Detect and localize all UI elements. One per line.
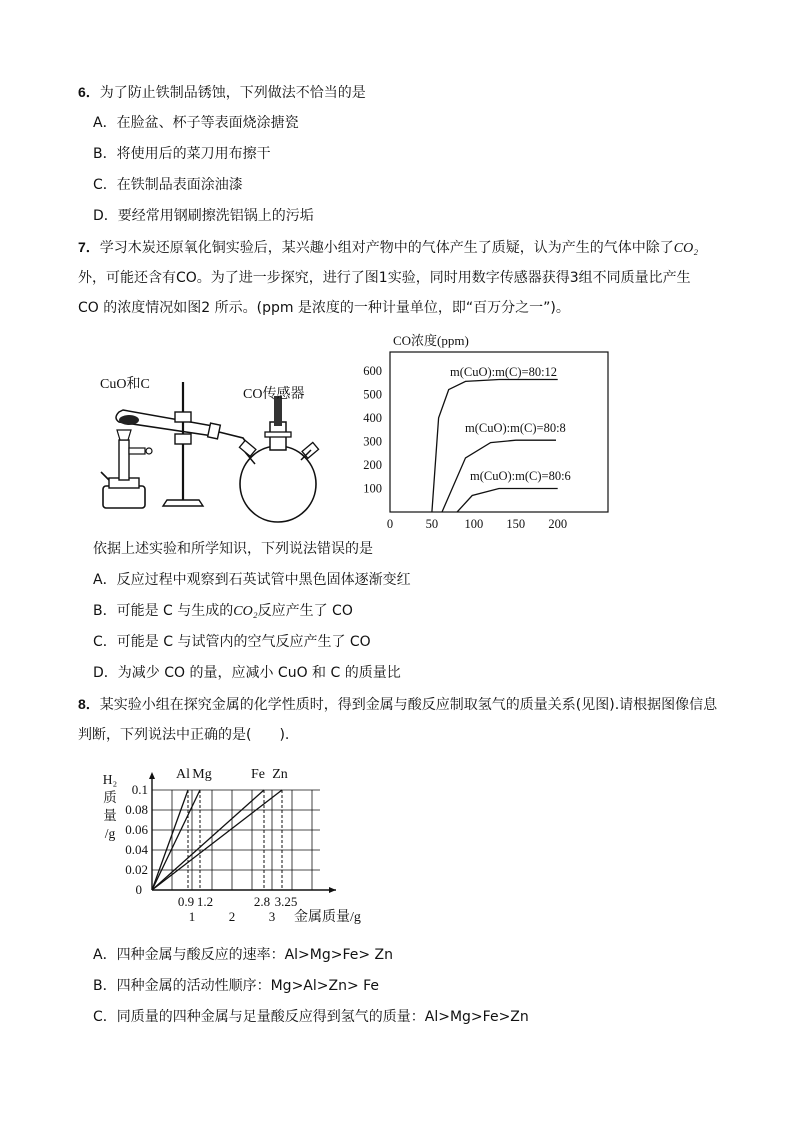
q7-stem-line3: CO 的浓度情况如图2 所示。(ppm 是浓度的一种计量单位，即“百万分之一”)。 (78, 300, 570, 316)
chart2-y-tick-label: 0.06 (125, 822, 148, 837)
q8-number: 8． (78, 696, 100, 712)
chart1-x-tick-label: 100 (464, 517, 484, 531)
chart1-series-label: m(CuO):m(C)=80:6 (470, 469, 571, 483)
q7-option-c: C．可能是 C 与试管内的空气反应产生了 CO (93, 634, 371, 650)
q6-option-a: A．在脸盆、杯子等表面烧涂搪瓷 (93, 115, 299, 131)
chart2-y-tick-label: 0.02 (125, 862, 148, 877)
chart2-y-title-part: H₂ (102, 772, 118, 787)
apparatus-label-reactants: CuO和C (100, 377, 150, 392)
q7-number: 7． (78, 239, 100, 255)
q7-stem-line1 (78, 237, 698, 259)
chart1-series-line (457, 489, 558, 513)
q6-stem (78, 82, 366, 103)
chart2-series-label: Fe (251, 767, 265, 782)
q7-question: 依据上述实验和所学知识，下列说法错误的是 (93, 541, 373, 557)
chart2-y-title-part: /g (104, 826, 116, 841)
chart2-y-tick-label: 0.08 (125, 802, 148, 817)
chart2-series-label: Mg (192, 767, 212, 782)
chart1-x-tick-label: 50 (425, 517, 439, 531)
chart2-y-tick-label: 0.1 (131, 782, 148, 797)
chart2-y-title-part: 量 (103, 808, 117, 823)
chart1-y-tick-label: 200 (363, 457, 382, 472)
chart2-marked-label: 0.9 (177, 894, 195, 909)
chart2-y-arrow (149, 772, 155, 779)
chart2-series-line (152, 790, 200, 890)
q7-option-b-pre: B．可能是 C 与生成的 (93, 603, 234, 619)
chart2-marked-label: 3.25 (274, 894, 298, 909)
chart2-marked-label: 1.2 (196, 894, 214, 909)
chart2-x-arrow (329, 887, 336, 893)
chart1-y-tick-label: 100 (363, 481, 382, 496)
chart1-x-tick-label: 200 (548, 517, 568, 531)
chart1-y-title: CO浓度(ppm) (393, 333, 469, 348)
chart2-x-tick-label: 1 (188, 909, 196, 924)
chart1-y-tick-label: 500 (363, 387, 382, 402)
chart2-series-line (152, 790, 188, 890)
chart2-series-label: Zn (272, 767, 288, 782)
q8-option-b: B．四种金属的活动性顺序：Mg>Al>Zn> Fe (93, 978, 380, 994)
chart1-y-tick-label: 400 (363, 410, 382, 425)
chart1-series-label: m(CuO):m(C)=80:12 (450, 365, 558, 379)
chart2-x-tick-label: 2 (228, 909, 236, 924)
q6-stem-text: 为了防止铁制品锈蚀，下列做法不恰当的是 (99, 85, 366, 101)
q6-number: 6． (78, 84, 100, 100)
chart2-marked-label: 2.8 (253, 894, 271, 909)
q8-stem-line1 (78, 694, 717, 715)
q7-option-b-post: 反应产生了 CO (257, 603, 353, 619)
q8-option-a: A．四种金属与酸反应的速率：Al>Mg>Fe> Zn (93, 947, 394, 963)
chart2-origin-label: 0 (135, 882, 142, 897)
chart1-x-tick-label: 150 (506, 517, 526, 531)
q7-stem-line2: 外，可能还含有CO。为了进一步探究，进行了图1实验，同时用数字传感器获得3组不同质量比产生 (78, 270, 691, 286)
q6-option-c: C．在铁制品表面涂油漆 (93, 177, 243, 193)
chart2-series-label: Al (176, 767, 190, 782)
chart2-series-line (152, 790, 282, 890)
q6-option-b: B．将使用后的菜刀用布擦干 (93, 146, 271, 162)
q7-co2-formula: CO₂ (673, 241, 699, 256)
chart2-y-tick-label: 0.04 (125, 842, 148, 857)
q8-option-c: C．同质量的四种金属与足量酸反应得到氢气的质量：Al>Mg>Fe>Zn (93, 1009, 529, 1025)
q8-stem-text: 某实验小组在探究金属的化学性质时，得到金属与酸反应制取氢气的质量关系(见图).请根据图像信息 (99, 697, 718, 713)
chart2-x-title: 金属质量/g (294, 910, 361, 925)
q6-option-d: D．要经常用钢刷擦洗铝锅上的污垢 (93, 208, 314, 224)
q7-option-a: A．反应过程中观察到石英试管中黑色固体逐渐变红 (93, 572, 411, 588)
hydrogen-mass-chart (95, 762, 395, 932)
q7-option-d: D．为减少 CO 的量，应减小 CuO 和 C 的质量比 (93, 665, 401, 681)
chart2-x-tick-label: 3 (268, 909, 276, 924)
chart2-series-line (152, 790, 264, 890)
chart2-y-title-part: 质 (103, 790, 117, 805)
chart1-series-label: m(CuO):m(C)=80:8 (465, 421, 566, 435)
q7-stem-text: 学习木炭还原氧化铜实验后，某兴趣小组对产物中的气体产生了质疑，认为产生的气体中除了 (99, 240, 674, 256)
apparatus-label-sensor: CO传感器 (243, 387, 305, 402)
q7-option-b-formula: CO₂ (233, 604, 258, 619)
chart1-y-tick-label: 300 (363, 434, 382, 449)
chart1-x-tick-label: 0 (386, 517, 394, 531)
co-concentration-chart (350, 340, 620, 535)
chart1-y-tick-label: 600 (363, 363, 382, 378)
q8-stem-line2: 判断，下列说法中正确的是( ). (78, 727, 290, 743)
q7-option-b (93, 601, 353, 622)
